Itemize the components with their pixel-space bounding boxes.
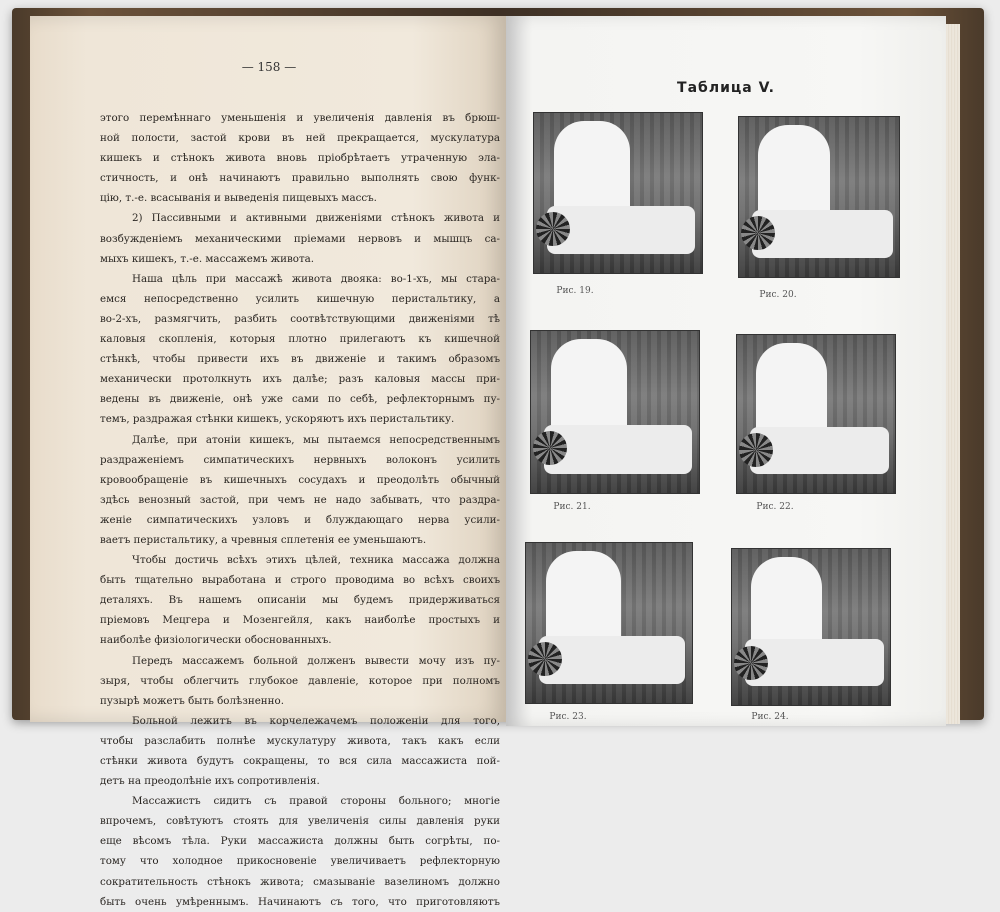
text-line: быть очень умѣреннымъ. Начинаютъ съ того, что приготовляютъ: [100, 895, 500, 908]
text-line: емся непосредственно усилить кишечную перистальтику, а: [100, 292, 500, 305]
text-line: деталяхъ. Въ нашемъ описаніи мы будемъ придерживаться: [100, 594, 500, 607]
figure-caption: Рис. 19.: [556, 286, 594, 296]
figure-caption: Рис. 23.: [549, 712, 587, 722]
text-line: впрочемъ, совѣтуютъ стоять для увеличенія силы давленія руки: [100, 815, 500, 828]
text-line: стичность, и онѣ начинаютъ правильно выполнять свою функ-: [100, 172, 500, 185]
text-line: во-2-хъ, размягчить, разбить соотвѣтствующими движеніями тѣ: [100, 312, 500, 325]
massage-photo: [525, 542, 693, 704]
page-number: — 158 —: [241, 60, 297, 74]
text-line: механически протолкнуть ихъ далѣе; разъ каловыя массы при-: [100, 373, 500, 386]
cushion-ornament: [536, 212, 570, 246]
text-line: наиболѣе физіологически обоснованныхъ.: [100, 634, 332, 647]
text-line: цію, т.-е. всасыванія и выведенія пищевыхъ массъ.: [100, 192, 377, 205]
text-line: Передъ массажемъ больной долженъ вывести мочу изъ пу-: [132, 654, 500, 667]
text-line: каловыя скопленія, которыя плотно прилегаютъ къ кишечной: [100, 333, 500, 346]
text-line: Массажистъ сидитъ съ правой стороны больного; многіе: [132, 795, 500, 808]
text-line: ваетъ перистальтику, а чревныя сплетенія ее уменьшаютъ.: [100, 533, 427, 546]
text-line: стѣнки живота будутъ сокращены, то вся сила массажиста пой-: [100, 755, 500, 767]
text-line: кровообращеніе въ кишечныхъ сосудахъ и преодолѣть обычный: [100, 473, 500, 486]
cushion-ornament: [741, 216, 775, 250]
massage-photo: [533, 112, 703, 274]
massage-photo: [736, 334, 896, 494]
text-line: быть тщательно выработана и строго проводима во всѣхъ своихъ: [100, 574, 500, 587]
figure-caption: Рис. 20.: [759, 290, 797, 300]
plate-title: Таблица V.: [677, 80, 775, 96]
text-line: детъ на преодолѣніе ихъ сопротивленія.: [100, 775, 320, 788]
text-line: темъ, раздражая стѣнки кишекъ, ускоряютъ ихъ перистальтику.: [100, 413, 455, 426]
text-line: этого перемѣннаго уменьшенія и увеличенія давленія въ брюш-: [100, 112, 500, 124]
text-line: 2) Пассивными и активными движеніями стѣнокъ живота и: [132, 212, 500, 225]
text-line: ведены въ движеніе, онѣ уже сами по себѣ, рефлекторнымъ пу-: [100, 393, 500, 406]
figure-caption: Рис. 24.: [751, 712, 789, 722]
text-line: раздраженіемъ симпатическихъ нервныхъ волоконъ усилить: [100, 453, 500, 466]
massage-photo: [530, 330, 700, 494]
text-line: зыря, чтобы облегчить глубокое давленіе, которое при полномъ: [100, 674, 500, 687]
cushion-ornament: [739, 433, 773, 467]
text-line: чтобы разслабить полнѣе мускулатуру живота, такъ какъ если: [100, 734, 500, 747]
left-page: [30, 16, 508, 908]
text-line: Далѣе, при атоніи кишекъ, мы пытаемся непосредственнымъ: [132, 433, 500, 446]
massage-photo: [738, 116, 900, 278]
text-line: стѣнкѣ, чтобы привести ихъ въ движеніе и такимъ образомъ: [100, 353, 500, 366]
text-line: Больной лежитъ въ корчележачемъ положеніи для того,: [132, 714, 500, 727]
text-line: Наша цѣль при массажѣ живота двояка: во-1-хъ, мы стара-: [132, 272, 500, 285]
cushion-ornament: [734, 646, 768, 680]
text-line: Чтобы достичь всѣхъ этихъ цѣлей, техника массажа должна: [132, 554, 500, 567]
text-line: возбужденіемъ механическими пріемами нервовъ и мышцъ са-: [100, 232, 500, 245]
text-line: женіе симпатическихъ узловъ и блуждающаго нерва усили-: [100, 513, 500, 526]
text-line: пузырѣ можетъ быть болѣзненно.: [100, 694, 284, 707]
body-text: [100, 108, 500, 912]
text-line: тому что холодное прикосновеніе увеличиваетъ рефлекторную: [100, 855, 500, 868]
text-line: ной полости, застой крови въ ней прекращается, мускулатура: [100, 132, 500, 145]
figure-caption: Рис. 22.: [756, 502, 794, 512]
text-line: здѣсь венозный застой, при чемъ не надо забывать, что раздра-: [100, 493, 500, 506]
text-line: сократительность стѣнокъ живота; смазываніе вазелиномъ должно: [100, 875, 500, 888]
text-line: пріемовъ Мецгера и Мозенгейля, какъ наиболѣе простыхъ и: [100, 614, 500, 627]
massage-photo: [731, 548, 891, 706]
cushion-ornament: [528, 642, 562, 676]
text-line: мыхъ кишекъ, т.-е. массажемъ живота.: [100, 252, 315, 265]
text-line: кишекъ и стѣнокъ живота вновь пріобрѣтаетъ утраченную эла-: [100, 152, 500, 165]
figure-caption: Рис. 21.: [553, 502, 591, 512]
text-line: еще вѣсомъ тѣла. Руки массажиста должны быть согрѣты, по-: [100, 835, 500, 848]
